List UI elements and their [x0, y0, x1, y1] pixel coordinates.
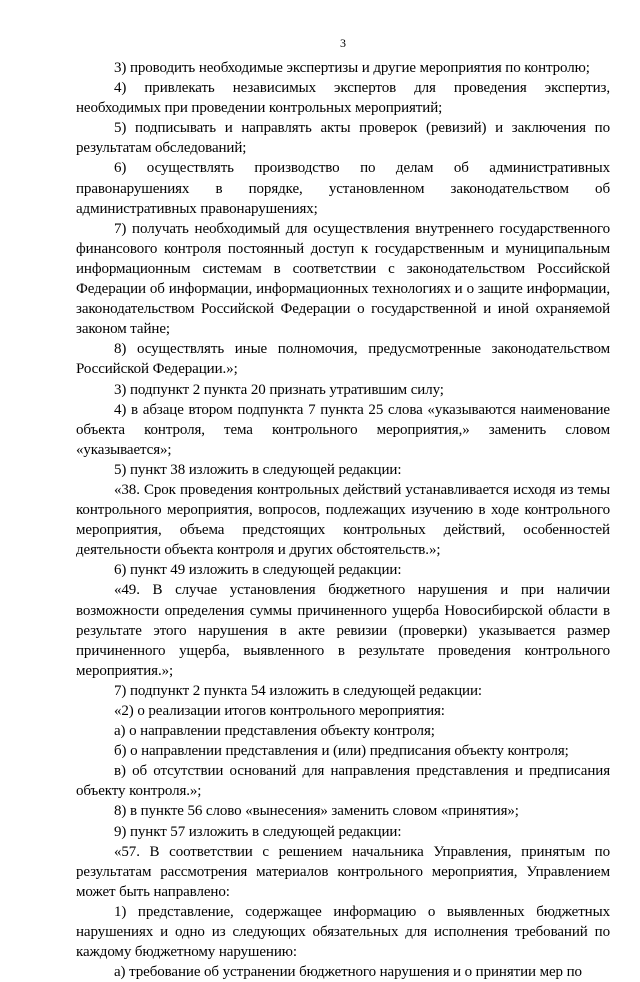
paragraph: 1) представление, содержащее информацию о выявленных бюджетных нарушениях и одно из следующих обязательных для исполнения требований по каждому бюджетному нарушению:	[76, 903, 610, 961]
paragraph: 8) в пункте 56 слово «вынесения» заменить словом «принятия»;	[114, 803, 519, 820]
paragraph: «38. Срок проведения контрольных действий устанавливается исходя из темы контрольного мероприятия, вопросов, подлежащих изучению в ходе контрольного мероприятия, объема предстоящих контрольных действий, особенностей деятельности объекта контроля и других обстоятельств.»;	[76, 481, 610, 559]
paragraph: 8) осуществлять иные полномочия, предусмотренные законодательством Российской Федерации.»;	[76, 341, 610, 378]
paragraph: 9) пункт 57 изложить в следующей редакции:	[114, 823, 402, 840]
paragraph: «2) о реализации итогов контрольного мероприятия:	[114, 703, 445, 719]
paragraph: «57. В соответствии с решением начальника Управления, принятым по результатам рассмотрения материалов контрольного мероприятия, Управлением может быть направлено:	[76, 843, 610, 900]
paragraph: 4) привлекать независимых экспертов для проведения экспертиз, необходимых при проведении контрольных мероприятий;	[76, 80, 610, 117]
paragraph: 3) проводить необходимые экспертизы и другие мероприятия по контролю;	[114, 60, 590, 76]
paragraph: б) о направлении представления и (или) предписания объекту контроля;	[114, 743, 569, 760]
paragraph: 7) получать необходимый для осуществления внутреннего государственного финансового контроля постоянный доступ к государственным и муниципальным информационным системам в соответствии с законодательством Российской Федерации об информации, информационных технологиях и о защите информации, законодательством Российской Федерации о государственной и иной охраняемой законом тайне;	[76, 220, 610, 338]
paragraph: 7) подпункт 2 пункта 54 изложить в следующей редакции:	[114, 682, 482, 699]
paragraph: 5) подписывать и направлять акты проверок (ревизий) и заключения по результатам обследований;	[76, 120, 610, 157]
paragraph: а) о направлении представления объекту контроля;	[114, 723, 435, 740]
paragraph: «49. В случае установления бюджетного нарушения и при наличии возможности определения суммы причиненного ущерба Новосибирской области в результате этого нарушения в акте ревизии (проверки) указывается размер причиненного ущерба, выявленного в результате проведения контрольного мероприятия.»;	[76, 582, 610, 679]
paragraph: 3) подпункт 2 пункта 20 признать утратившим силу;	[114, 381, 444, 398]
paragraph: 4) в абзаце втором подпункта 7 пункта 25 слова «указываются наименование объекта контроля, тема контрольного мероприятия,» заменить словом «указывается»;	[76, 401, 610, 458]
page-number: 3	[340, 36, 346, 50]
paragraph: 6) осуществлять производство по делам об административных правонарушениях в порядке, установленном законодательством об административных правонарушениях;	[76, 160, 610, 217]
paragraph: в) об отсутствии оснований для направления представления и предписания объекту контроля.»;	[76, 763, 610, 800]
paragraph: 6) пункт 49 изложить в следующей редакции:	[114, 562, 402, 579]
paragraph: 5) пункт 38 изложить в следующей редакции:	[114, 461, 402, 478]
document-body	[76, 58, 610, 982]
paragraph: а) требование об устранении бюджетного нарушения и о принятии мер по	[114, 964, 582, 981]
